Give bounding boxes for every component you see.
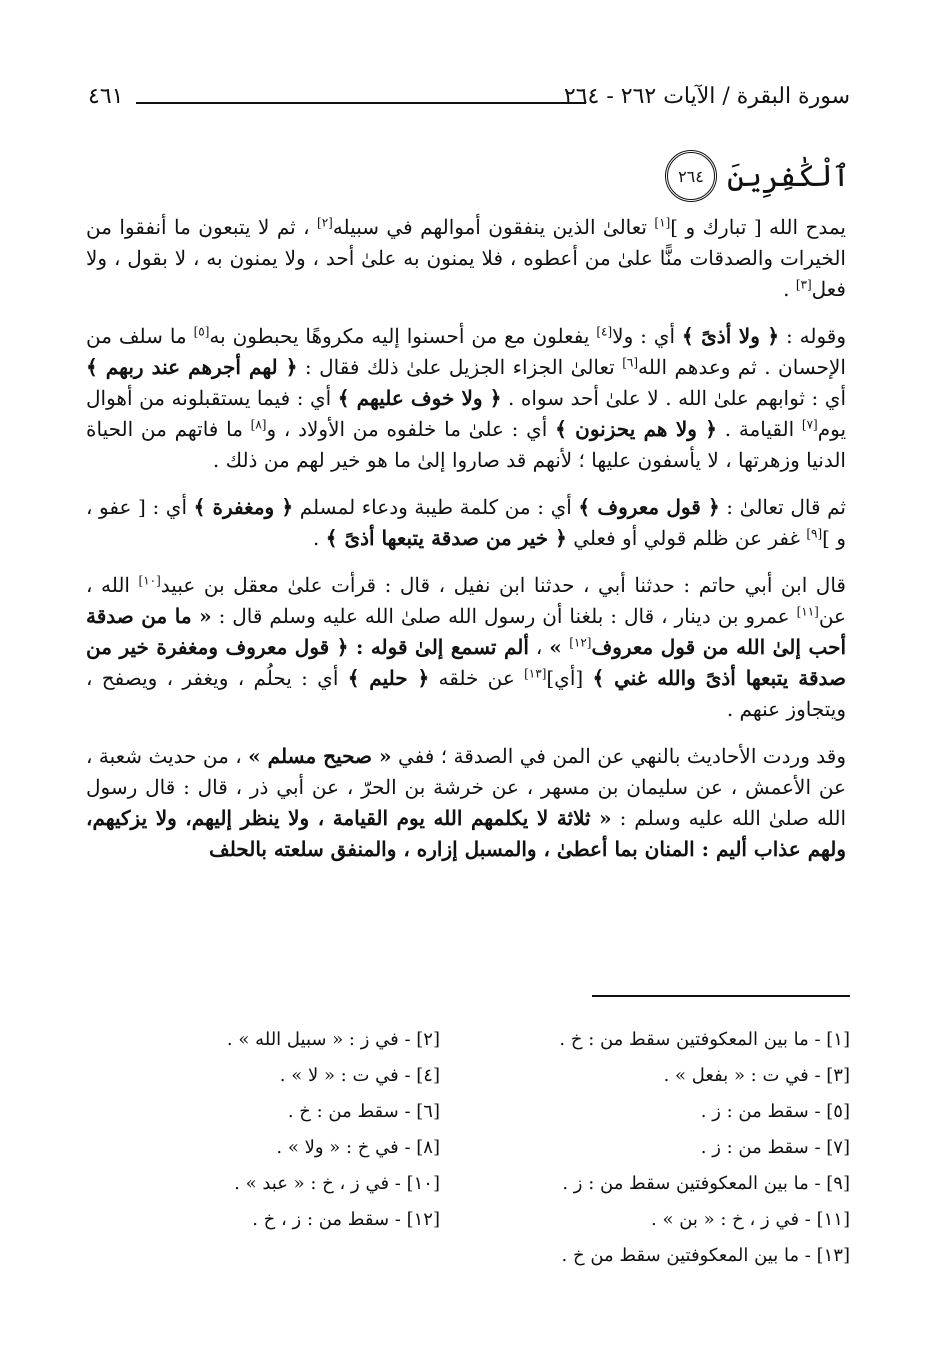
bold-quote: « ما من صدقة أحب إلىٰ الله من قول معروف: [86, 604, 847, 659]
text-run: الله ، عن: [86, 573, 846, 628]
verse-ending: [665, 150, 850, 202]
footnote-marker: [٣]: [795, 277, 812, 292]
text-run: أي : يحلُم ، ويغفر ، ويصفح ، ويتجاوز عنهم .: [86, 666, 846, 721]
footnote: [٣] - في ت : « بفعل » .: [663, 1065, 850, 1086]
footnote-marker: [٤]: [596, 324, 613, 339]
footnote-marker: [١٣]: [524, 666, 547, 681]
header-rule: [136, 102, 586, 104]
text-run: أي : علىٰ ما خلفوه من الأولاد ، و: [266, 417, 556, 441]
footnote-marker: [٦]: [622, 355, 639, 370]
footnote-marker: [٧]: [801, 417, 818, 432]
text-run: أي : ثوابهم علىٰ الله . لا علىٰ أحد سواه .: [501, 386, 846, 410]
paragraph: [86, 492, 846, 554]
paragraph: [86, 570, 846, 725]
ayah-number-medallion: [665, 150, 717, 202]
text-run: وقد وردت الأحاديث بالنهي عن المن في الصدقة ؛ ففي: [391, 744, 846, 768]
page-number: ٤٦١: [88, 84, 124, 109]
ayah-number: ٢٦٤: [678, 166, 704, 186]
bold-quote: ألم تسمع إلىٰ قوله : ﴿ قول معروف ومغفرة خير من صدقة يتبعها أذىً والله غني ﴾: [86, 635, 846, 690]
footnote-marker: [٨]: [250, 417, 267, 432]
footnote-marker: [٩]: [806, 526, 823, 541]
text-run: وقوله :: [779, 324, 847, 348]
footnote-row: [110, 1022, 850, 1058]
footnote: [٢] - في ز : « سبيل الله » .: [226, 1029, 440, 1050]
footnote-row: [110, 1166, 850, 1202]
text-run: ثم قال تعالىٰ :: [719, 495, 846, 519]
footnote-marker: [٥]: [193, 324, 210, 339]
text-run: أي : ولا: [612, 324, 682, 348]
text-run: القيامة .: [716, 417, 802, 441]
footnote-marker: [١٢]: [569, 635, 592, 650]
text-run: .: [313, 526, 326, 550]
footnote-row: [110, 1202, 850, 1238]
paragraph: [86, 321, 846, 476]
footnote: [٥] - سقط من : ز .: [700, 1101, 850, 1122]
text-run: أي : [ عفو ، و ]: [86, 495, 846, 550]
footnote-row: [110, 1094, 850, 1130]
bold-quote: « صحيح مسلم »: [248, 744, 392, 768]
text-run: تعالىٰ الذين ينفقون أموالهم في سبيله: [332, 215, 655, 239]
bold-quote: ﴿ لهم أجرهم عند ربهم ﴾: [86, 355, 298, 379]
bold-quote: ﴿ ولا أذىً ﴾: [681, 324, 780, 348]
footnote-marker: [٢]: [317, 215, 333, 230]
header-title: سورة البقرة / الآيات ٢٦٢ - ٢٦٤: [563, 84, 850, 109]
footnotes: [110, 1022, 850, 1274]
text-run: ، من حديث شعبة ، عن الأعمش ، عن سليمان بن مسهر ، عن خرشة بن الحرّ ، عن أبي ذر ، قال : قال رسول الله صلىٰ الله عليه وسلم :: [86, 744, 846, 830]
footnote: [١٠] - في ز ، خ : « عبد » .: [234, 1173, 440, 1194]
footnote-row: [110, 1238, 850, 1274]
text-run: أي : من كلمة طيبة ودعاء لمسلم: [293, 495, 579, 519]
footnote: [٨] - في خ : « ولا » .: [276, 1137, 440, 1158]
paragraph: [86, 741, 846, 865]
text-run: عمرو بن دينار ، قال : بلغنا أن رسول الله صلىٰ الله عليه وسلم قال :: [211, 604, 797, 628]
bold-quote: »: [549, 635, 570, 659]
text-run: ما فاتهم من الحياة الدنيا وزهرتها ، لا يأسفون عليها ؛ لأنهم قد صاروا إلىٰ ما هو خير لهم من ذلك .: [86, 417, 846, 472]
text-run: [أي]: [546, 666, 593, 690]
text-run: .: [783, 277, 796, 301]
footnote-marker: [١٠]: [138, 573, 161, 588]
footnote-separator: [592, 995, 850, 997]
footnote-marker: [١]: [654, 215, 671, 230]
text-run: ، ثم لا يتبعون ما أنفقوا من الخيرات والصدقات منًّا علىٰ من أعطوه ، فلا يمنون به علىٰ أحد ، ولا يمنون به ، لا بقول ، ولا فعل: [86, 215, 846, 301]
footnote-row: [110, 1130, 850, 1166]
text-run: يمدح الله [ تبارك و ]: [670, 215, 846, 239]
text-run: ،: [528, 635, 550, 659]
commentary-body: [86, 212, 846, 881]
footnote: [٧] - سقط من : ز .: [700, 1137, 850, 1158]
text-run: أي : فيما يستقبلونه من أهوال يوم: [86, 386, 847, 441]
running-header: [88, 80, 850, 120]
footnote: [٦] - سقط من : خ .: [287, 1101, 440, 1122]
text-run: تعالىٰ الجزاء الجزيل علىٰ ذلك فقال :: [297, 355, 623, 379]
text-run: ما سلف من الإحسان . ثم وعدهم الله: [86, 324, 846, 379]
footnote: [١١] - في ز ، خ : « بن » .: [651, 1209, 850, 1230]
text-run: غفر عن ظلم قولي أو فعلي: [566, 526, 807, 550]
bold-quote: ﴿ ولا خوف عليهم ﴾: [337, 386, 502, 410]
bold-quote: ﴿ ومغفرة ﴾: [193, 495, 294, 519]
footnote: [٩] - ما بين المعكوفتين سقط من : ز .: [562, 1173, 850, 1194]
bold-quote: ﴿ خير من صدقة يتبعها أذىً ﴾: [325, 526, 567, 550]
text-run: عن خلقه: [429, 666, 525, 690]
bold-quote: « ثلاثة لا يكلمهم الله يوم القيامة ، ولا ينظر إليهم، ولا يزكيهم، ولهم عذاب أليم : المنان بما أعطىٰ ، والمسبل إزاره ، والمنفق سلعته بالحلف: [86, 806, 846, 861]
verse-word: ٱلْكَٰفِرِينَ: [726, 158, 850, 194]
footnote: [١٣] - ما بين المعكوفتين سقط من خ .: [561, 1245, 850, 1266]
text-run: يفعلون مع من أحسنوا إليه مكروهًا يحبطون به: [209, 324, 597, 348]
footnote: [١٢] - سقط من : ز ، خ .: [252, 1209, 440, 1230]
text-run: قال ابن أبي حاتم : حدثنا أبي ، حدثنا ابن نفيل ، قال : قرأت علىٰ معقل بن عبيد: [160, 573, 846, 597]
bold-quote: ﴿ قول معروف ﴾: [578, 495, 720, 519]
bold-quote: ﴿ ولا هم يحزنون ﴾: [555, 417, 717, 441]
footnote: [٤] - في ت : « لا » .: [279, 1065, 440, 1086]
footnote-row: [110, 1058, 850, 1094]
footnote: [١] - ما بين المعكوفتين سقط من : خ .: [559, 1029, 850, 1050]
footnote-marker: [١١]: [796, 604, 819, 619]
paragraph: [86, 212, 846, 305]
footnote: [110, 1238, 480, 1274]
bold-quote: ﴿ حليم ﴾: [347, 666, 430, 690]
